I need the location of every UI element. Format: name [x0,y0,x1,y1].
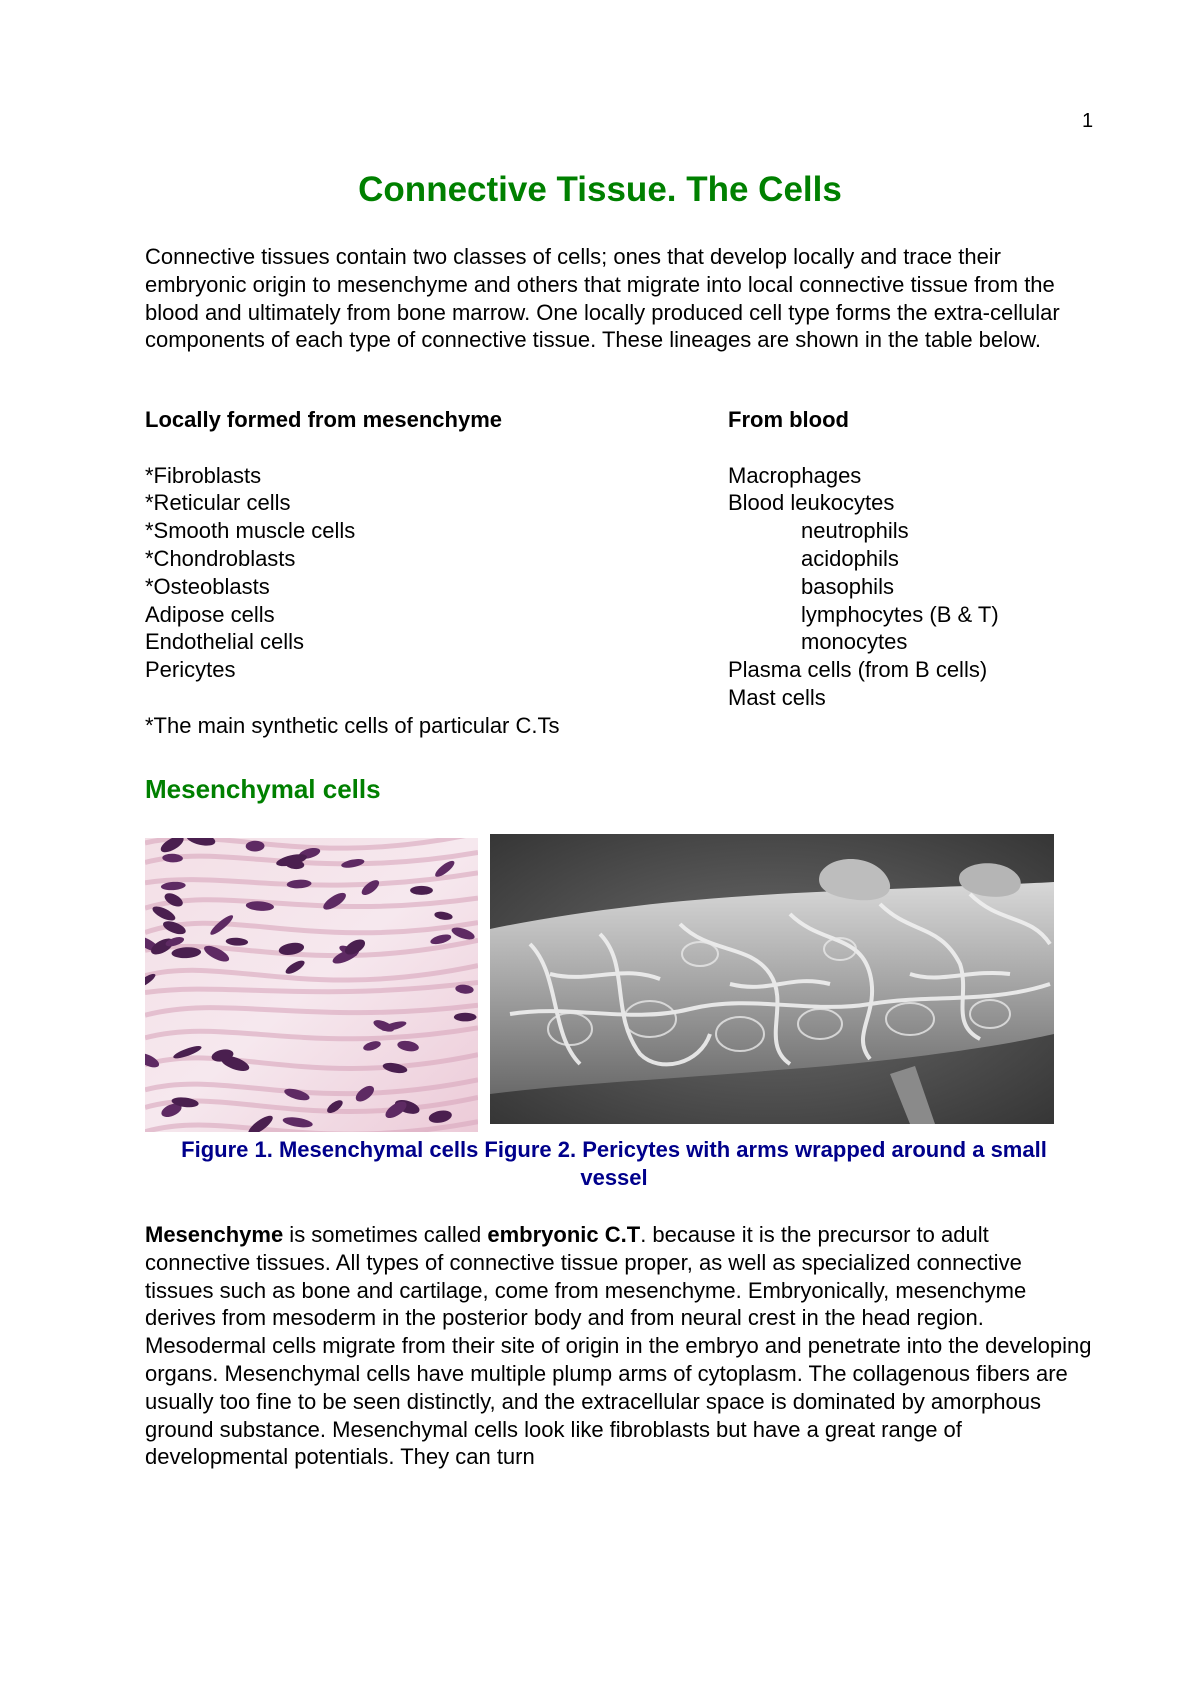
section-heading: Mesenchymal cells [145,774,381,804]
mesenchyme-cell-item: Pericytes [145,657,236,683]
blood-cell-list [728,462,1108,712]
blood-cell-item: neutrophils [801,518,909,544]
document-title: Connective Tissue. The Cells [358,170,842,209]
mesenchyme-cell-item: *Osteoblasts [145,573,270,599]
blood-cell-item: Mast cells [728,684,826,710]
table-footnote: *The main synthetic cells of particular C.Ts [145,712,560,738]
intro-paragraph: Connective tissues contain two classes of cells; ones that develop locally and trace their embryonic origin to mesenchyme and others that migrate into local connective tissue from the blood and ultimately from bone marrow. One locally produced cell type forms the extra-cellular components of each type of connective tissue. These lineages are shown in the table below. [145,244,1060,353]
blood-cell-item: Macrophages [728,462,862,488]
figure-2-pericytes-image [490,834,1054,1124]
blood-cell-item: monocytes [801,629,908,655]
mesenchyme-cell-item: *Chondroblasts [145,545,296,571]
blood-cell-item: basophils [801,573,894,599]
figure-1-mesenchymal-cells-image [145,838,478,1132]
column-heading-blood: From blood [728,407,849,432]
mesenchyme-cell-item: *Fibroblasts [145,462,262,488]
body-text-part-2: . because it is the precursor to adult connective tissues. All types of connective tissue proper, as well as specialized connective tissues such as bone and cartilage, come from mesenchyme. Embryonically, mesenchyme derives from mesoderm in the posterior body and from neural crest in the head region. Mesodermal cells migrate from their site of origin in the embryo and penetrate into the developing organs. Mesenchymal cells have multiple plump arms of cytoplasm. The collagenous fibers are usually too fine to be seen distinctly, and the extracellular space is dominated by amorphous ground substance. Mesenchymal cells look like fibroblasts but have a great range of developmental potentials. They can turn [145,1222,1092,1470]
table-column-blood [728,406,1108,712]
mesenchyme-paragraph [145,1221,1095,1471]
term-mesenchyme: Mesenchyme [145,1222,284,1247]
page-number: 1 [1082,110,1094,132]
term-embryonic-ct: embryonic C.T [487,1222,641,1247]
blood-cell-item: Blood leukocytes [728,490,895,516]
blood-cell-item: Plasma cells (from B cells) [728,657,988,683]
figure-caption: Figure 1. Mesenchymal cells Figure 2. Pericytes with arms wrapped around a small vessel [181,1137,1047,1190]
mesenchyme-cell-list [145,462,705,684]
body-text-part-1: is sometimes called [283,1222,488,1247]
blood-cell-item: acidophils [801,545,899,571]
mesenchyme-cell-item: *Reticular cells [145,490,291,516]
table-column-mesenchyme [145,406,705,740]
column-heading-mesenchyme: Locally formed from mesenchyme [145,407,503,432]
mesenchyme-cell-item: Adipose cells [145,601,275,627]
mesenchyme-cell-item: Endothelial cells [145,629,304,655]
blood-cell-item: lymphocytes (B & T) [801,601,999,627]
mesenchyme-cell-item: *Smooth muscle cells [145,518,356,544]
